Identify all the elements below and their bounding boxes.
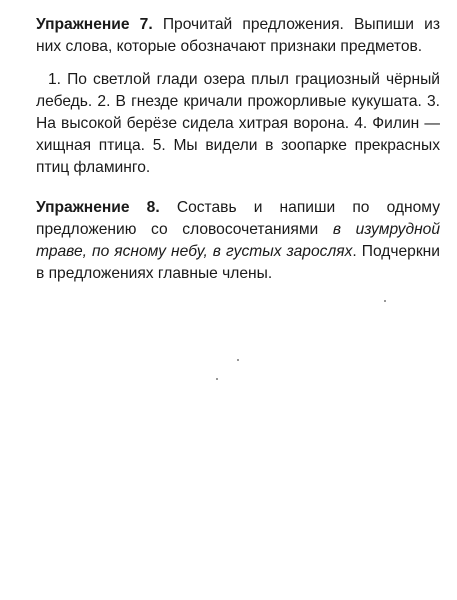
exercise-8-task-end: . Подчеркни в предложениях главные члены. <box>36 243 440 282</box>
exercise-7-sentences: 1. По светлой глади озера плыл грациозный чёрный лебедь. 2. В гнезде кричали прожорливые кукушата. 3. На высокой берёзе сидела хитрая ворона. 4. Филин — хищная птица. 5. Мы видели в зоопарке прекрасных птиц фламинго. <box>36 71 440 176</box>
exercise-8 <box>36 197 440 285</box>
scan-speck <box>384 300 386 302</box>
exercise-7-task-text: Прочитай предложения. Выпиши из них слова, которые обозначают признаки предметов. <box>36 16 441 55</box>
exercise-7-task <box>36 14 440 58</box>
exercise-7-label: Упражнение 7. <box>36 16 153 33</box>
exercise-8-label: Упражнение 8. <box>36 199 160 216</box>
exercise-8-phrases: в изумрудной траве, по ясному небу, в густых зарослях <box>36 221 440 260</box>
scan-speck <box>216 378 218 380</box>
exercise-8-task <box>36 197 440 285</box>
textbook-page <box>36 14 440 285</box>
exercise-7 <box>36 14 440 179</box>
scan-speck <box>237 359 239 361</box>
exercise-8-task-start: Составь и напиши по одному предложению со словосочетаниями <box>36 199 440 238</box>
